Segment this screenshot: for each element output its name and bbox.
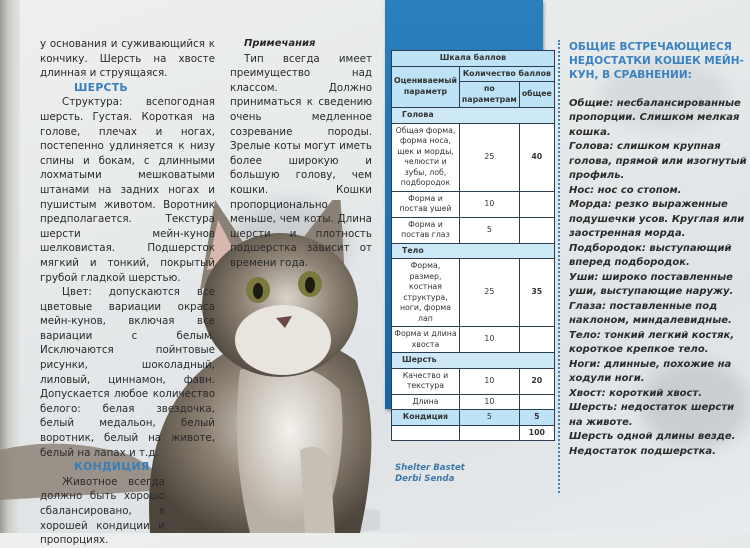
param-cell: Общая форма, форма носа, щек и морды, челюсти и зубы, лоб, подбородок <box>392 123 460 191</box>
coat-structure-paragraph: Структура: всепогодная шерсть. Густая. Короткая на голове, плечах и ногах, постепенно удлиняется к низу спины и бокам, с длинными лохматыми мешковатыми штанами на задних ногах и пушистым животом. Воротник предполагается. Текстура шерсти мейн-кунов шелковистая. Подшерсток мягкий и тонкий, покрытый грубой гладкой шерстью. <box>40 96 215 284</box>
coat-color-paragraph: Цвет: допускаются все цветовые вариации окраса мейн-кунов, включая все вариации с белым. Исключаются пойнтовые рисунки, шоколадный, лиловый, циннамон, фавн. Допускается любое количество белого: белая звездочка, белый медальон, белый воротник, белый на животе, белый на лапах и т.д. <box>40 286 215 459</box>
points-cell: 25 <box>459 123 519 191</box>
col-header-points: Количество баллов <box>459 66 554 82</box>
section-row-body: Тело <box>392 243 555 259</box>
param-cell: Форма, размер, костная структура, ноги, форма лап <box>392 259 460 327</box>
total-cell: 35 <box>519 259 554 327</box>
section-row-head: Голова <box>392 108 555 124</box>
faults-list <box>569 97 749 460</box>
faults-column <box>558 40 749 493</box>
fault-item: Уши: широко поставленные уши, выступающие наружу. <box>569 271 734 298</box>
score-table <box>391 50 555 441</box>
table-row <box>392 327 555 353</box>
total-cell: 40 <box>519 123 554 191</box>
photo-credit <box>395 463 465 485</box>
points-cell: 10 <box>459 191 519 217</box>
empty-cell <box>459 425 519 441</box>
total-cell <box>519 394 554 410</box>
param-cell: Форма и постав глаз <box>392 217 460 243</box>
fault-item: Голова: слишком крупная голова, прямой или изогнутый профиль. <box>569 141 747 182</box>
condition-row <box>392 410 555 426</box>
total-cell <box>519 217 554 243</box>
table-row <box>392 394 555 410</box>
fault-item: Ноги: длинные, похожие на ходули ноги. <box>569 358 732 385</box>
empty-cell <box>392 425 460 441</box>
col-header-param: Оцениваемый параметр <box>392 66 460 108</box>
fault-item: Шерсть: недостаток шерсти на животе. <box>569 402 735 428</box>
col-header-by-param: по параметрам <box>459 82 519 108</box>
total-cell <box>519 327 554 353</box>
fault-item: Подбородок: выступающий вперед подбородок. <box>569 242 732 269</box>
points-cell: 10 <box>459 327 519 353</box>
points-cell: 10 <box>459 394 519 410</box>
credit-line-2: Derbi Senda <box>395 474 455 484</box>
table-row <box>392 217 555 243</box>
notes-column <box>230 37 372 271</box>
param-cell: Форма и постав ушей <box>392 191 460 217</box>
section-heading-coat: ШЕРСТЬ <box>74 80 128 94</box>
fault-item: Глаза: поставленные под наклоном, миндалевидные. <box>569 300 732 327</box>
grand-total-row <box>392 425 555 441</box>
tail-paragraph: у основания и суживающийся к кончику. Шерсть на хвосте длинная и струящаяся. <box>40 38 215 80</box>
table-title: Шкала баллов <box>392 51 555 67</box>
table-row <box>392 368 555 394</box>
param-cell: Форма и длина хвоста <box>392 327 460 353</box>
condition-paragraph: Животное всегда должно быть хорошо сбалансировано, в хорошей кондиции и пропорциях. <box>40 475 165 547</box>
param-cell: Качество и текстура <box>392 368 460 394</box>
points-cell: 10 <box>459 368 519 394</box>
points-cell: 5 <box>459 410 519 426</box>
notes-title: Примечания <box>244 38 316 49</box>
param-cell: Кондиция <box>392 410 460 426</box>
faults-heading: ОБЩИЕ ВСТРЕЧАЮЩИЕСЯ НЕДОСТАТКИ КОШЕК МЕЙН-КУН, В СРАВНЕНИИ: <box>569 41 744 82</box>
fault-item: Тело: тонкий легкий костяк, короткое крепкое тело. <box>569 329 735 356</box>
points-cell: 5 <box>459 217 519 243</box>
section-heading-condition: КОНДИЦИЯ <box>74 460 150 474</box>
fault-item: Шерсть одной длины везде. Недостаток подшерстка. <box>569 431 736 457</box>
col-header-total: общее <box>519 82 554 108</box>
total-cell <box>519 191 554 217</box>
score-table-panel <box>385 0 552 437</box>
fault-item: Общие: несбалансированные пропорции. Слишком мелкая кошка. <box>569 97 741 138</box>
notes-paragraph: Тип всегда имеет преимущество над классом. Должно приниматься к сведению очень медленное созревание породы. Зрелые коты могут иметь более широкую и большую голову, чем кошки. Кошки пропорционально меньше, чем коты. Длина шерсти и плотность подшерстка зависит от времени года. <box>230 52 372 269</box>
credit-line-1: Shelter Bastet <box>395 463 465 473</box>
table-row <box>392 123 555 191</box>
total-cell: 5 <box>519 410 554 426</box>
points-cell: 25 <box>459 259 519 327</box>
grand-total-cell: 100 <box>519 425 554 441</box>
total-cell: 20 <box>519 368 554 394</box>
table-row <box>392 259 555 327</box>
fault-item: Нос: нос со стопом. <box>569 184 682 196</box>
fault-item: Морда: резко выраженные подушечки усов. Круглая или заостренная морда. <box>569 199 745 240</box>
left-text-column <box>40 37 215 548</box>
param-cell: Длина <box>392 394 460 410</box>
section-row-coat: Шерсть <box>392 353 555 369</box>
fault-item: Хвост: короткий хвост. <box>569 387 703 399</box>
table-row <box>392 191 555 217</box>
